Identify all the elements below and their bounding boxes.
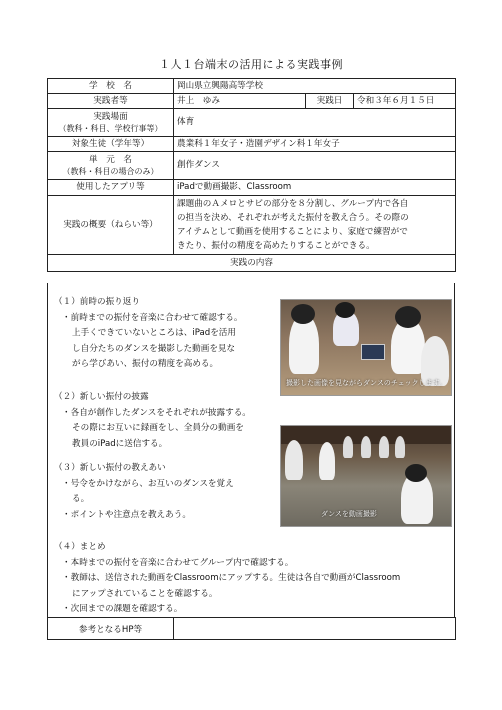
school-value: 岡山県立興陽高等学校 bbox=[174, 79, 456, 94]
section-3-line: ・号令をかけながら、お互いのダンスを覚え bbox=[62, 478, 234, 489]
reference-value bbox=[174, 618, 456, 640]
section-3-line: ・ポイントや注意点を教えあう。 bbox=[62, 509, 191, 520]
student-figure bbox=[379, 436, 389, 458]
target-label: 対象生徒（学年等） bbox=[48, 137, 174, 152]
student-head bbox=[395, 306, 421, 328]
section-1 bbox=[54, 295, 242, 373]
student-figure bbox=[361, 436, 371, 458]
section-3 bbox=[54, 461, 234, 523]
app-label: 使用したアプリ等 bbox=[48, 180, 174, 196]
scene-label-cell bbox=[48, 109, 174, 137]
section-4-line: ・本時までの振付を音楽に合わせてグループ内で確認する。 bbox=[62, 557, 294, 568]
overview-line: 課題曲のＡメロとサビの部分を８分割し、グループ内で各自 bbox=[177, 199, 409, 209]
section-3-line: る。 bbox=[72, 494, 90, 504]
section-2-line: ・各自が創作したダンスをそれぞれが披露する。 bbox=[62, 407, 251, 418]
section-4-title: （４）まとめ bbox=[54, 542, 106, 552]
teacher-value: 井上 ゆみ bbox=[174, 94, 306, 109]
content-area bbox=[47, 283, 455, 617]
section-1-title: （１）前時の振り返り bbox=[54, 297, 140, 307]
student-figure bbox=[285, 440, 303, 480]
content-header: 実践の内容 bbox=[48, 255, 456, 272]
photo-dance-check bbox=[280, 299, 452, 396]
page-title: １人１台端末の活用による実践事例 bbox=[159, 58, 343, 71]
photo-2-caption: ダンスを動画撮影 bbox=[321, 509, 377, 518]
student-figure bbox=[319, 442, 335, 480]
section-2 bbox=[54, 390, 251, 452]
student-head bbox=[405, 464, 427, 482]
unit-label-cell bbox=[48, 152, 174, 180]
unit-label: 単 元 名 bbox=[89, 154, 132, 165]
student-figure bbox=[395, 436, 405, 458]
section-1-line: し自分たちのダンスを撮影した動画を見な bbox=[72, 343, 236, 354]
overview-label: 実践の概要（ねらい等） bbox=[48, 196, 174, 255]
student-head bbox=[335, 302, 355, 318]
photo-dance-filming bbox=[280, 425, 452, 527]
teacher-label: 実践者等 bbox=[48, 94, 174, 109]
scene-sublabel: （教科・科目、学校行事等） bbox=[58, 123, 163, 133]
overview-line: きたり、振付の精度を高めたりすることができる。 bbox=[177, 241, 375, 251]
reference-table bbox=[47, 617, 456, 640]
ipad-device bbox=[361, 344, 385, 360]
school-label: 学 校 名 bbox=[48, 79, 174, 94]
date-value: 令和３年６月１５日 bbox=[354, 94, 456, 109]
target-value: 農業科１年女子・造園デザイン科１年女子 bbox=[174, 137, 456, 152]
section-4 bbox=[54, 540, 400, 618]
section-3-title: （３）新しい振付の教えあい bbox=[54, 463, 166, 473]
section-4-line: にアップされていることを確認する。 bbox=[72, 588, 218, 599]
section-4-line: ・次回までの課題を確認する。 bbox=[62, 604, 183, 614]
student-figure bbox=[343, 436, 353, 458]
unit-sublabel: （教科・科目の場合のみ） bbox=[62, 166, 159, 176]
section-4-line: ・教師は、送信された動画をClassroomにアップする。生徒は各自で動画がClassroom bbox=[62, 573, 401, 583]
section-1-line: ・前時までの振付を音楽に合わせて確認する。 bbox=[62, 312, 243, 323]
section-2-line: その際にお互いに録画をし、全員分の動画を bbox=[72, 423, 244, 433]
overview-line: アイテムとして動画を使用することにより、家庭で練習がで bbox=[177, 227, 408, 237]
section-2-title: （２）新しい振付の披露 bbox=[54, 392, 149, 402]
student-head bbox=[291, 304, 315, 324]
date-label: 実践日 bbox=[306, 94, 354, 109]
overview-value bbox=[174, 196, 456, 255]
info-table bbox=[47, 78, 456, 272]
section-1-line: 上手くできていないところは、iPadを活用 bbox=[72, 328, 236, 338]
section-2-line: 教員のiPadに送信する。 bbox=[72, 438, 168, 449]
unit-value: 創作ダンス bbox=[174, 152, 456, 180]
scene-value: 体育 bbox=[174, 109, 456, 137]
section-1-line: がら学びあい、振付の精度を高める。 bbox=[72, 359, 219, 369]
scene-label: 実践場面 bbox=[93, 111, 128, 122]
overview-line: の担当を決め、それぞれが考えた振付を教え合う。その際の bbox=[177, 213, 409, 223]
photo-1-caption: 撮影した画像を見ながらダンスのチェックします。 bbox=[285, 378, 447, 387]
app-value: iPadで動画撮影、Classroom bbox=[174, 180, 456, 196]
reference-label: 参考となるHP等 bbox=[48, 618, 174, 640]
